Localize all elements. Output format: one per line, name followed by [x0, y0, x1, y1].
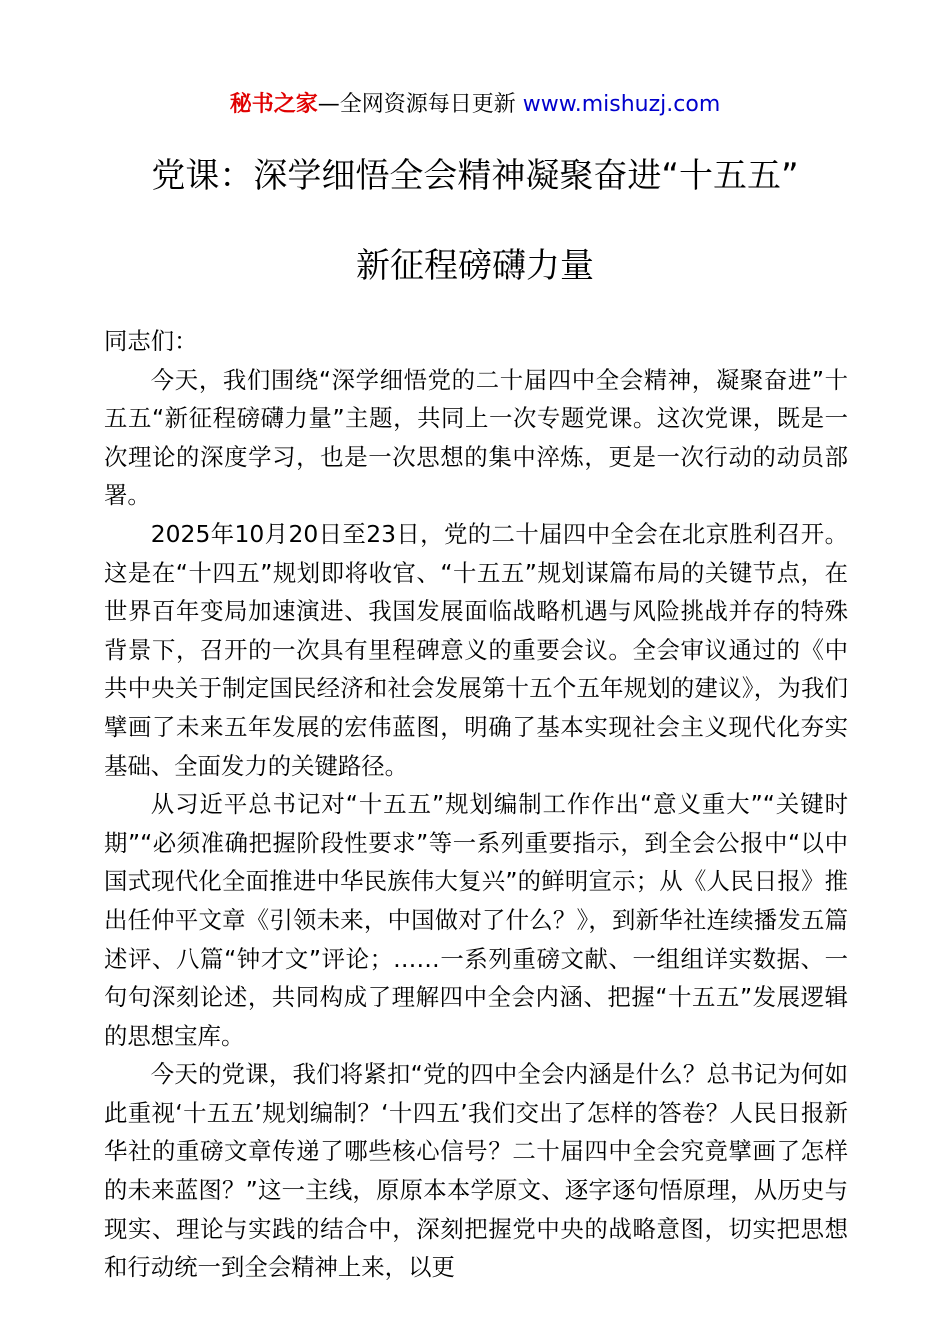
- document-title-line-1: 党课：深学细悟全会精神凝聚奋进“十五五”: [151, 156, 799, 196]
- greeting: 同志们：: [104, 327, 198, 355]
- paragraph-4: 今天的党课，我们将紧扣“党的四中全会内涵是什么？总书记为何如此重视‘十五五’规划编制？‘十四五’我们交出了怎样的答卷？人民日报新华社的重磅文章传递了哪些核心信号？二十届四中全会究竟擘画了怎样的未来蓝图？”这一主线，原原本本学原文、逐字逐句悟原理，从历史与现实、理论与实践的结合中，深刻把握党中央的战略意图，切实把思想和行动统一到全会精神上来，以更: [104, 1060, 848, 1282]
- paragraph-2: 2025年10月20日至23日，党的二十届四中全会在北京胜利召开。这是在“十四五”规划即将收官、“十五五”规划谋篇布局的关键节点，在世界百年变局加速演进、我国发展面临战略机遇与风险挑战并存的特殊背景下，召开的一次具有里程碑意义的重要会议。全会审议通过的《中共中央关于制定国民经济和社会发展第十五个五年规划的建议》，为我们擘画了未来五年发展的宏伟蓝图，明确了基本实现社会主义现代化夯实基础、全面发力的关键路径。: [104, 519, 848, 780]
- document-title-line-2: 新征程磅礴力量: [356, 246, 594, 286]
- site-header: [0, 88, 950, 122]
- site-url-link[interactable]: www.mishuzj.com: [522, 92, 721, 117]
- document-body: [104, 322, 848, 1287]
- paragraph-1: 今天，我们围绕“深学细悟党的二十届四中全会精神，凝聚奋进”十五五“新征程磅礴力量”主题，共同上一次专题党课。这次党课，既是一次理论的深度学习，也是一次思想的集中淬炼，更是一次行动的动员部署。: [104, 365, 848, 510]
- header-tagline: —全网资源每日更新: [317, 92, 523, 117]
- brand-name: 秘书之家: [229, 92, 318, 117]
- paragraph-3: 从习近平总书记对“十五五”规划编制工作作出“意义重大”“关键时期”“必须准确把握阶段性要求”等一系列重要指示，到全会公报中“以中国式现代化全面推进中华民族伟大复兴”的鲜明宣示；从《人民日报》推出任仲平文章《引领未来，中国做对了什么？》，到新华社连续播发五篇述评、八篇“钟才文”评论；……一系列重磅文献、一组组详实数据、一句句深刻论述，共同构成了理解四中全会内涵、把握“十五五”发展逻辑的思想宝库。: [104, 790, 848, 1050]
